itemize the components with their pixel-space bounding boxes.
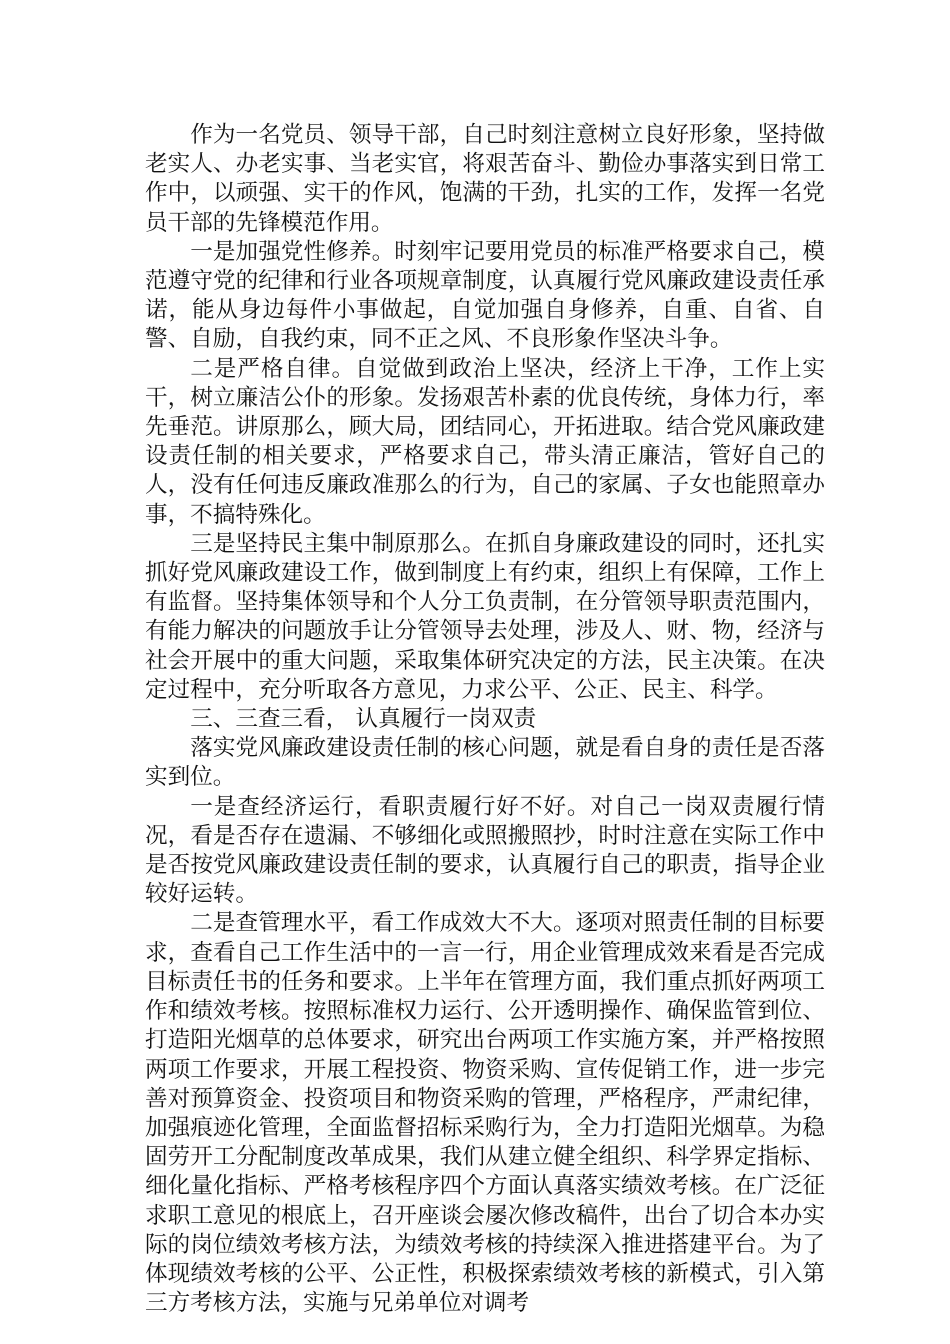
paragraph-economic-operation: 一是查经济运行，看职责履行好不好。对自己一岗双责履行情况，看是否存在遗漏、不够细化或照搬照抄，时时注意在实际工作中是否按党风廉政建设责任制的要求，认真履行自己的职责，指导企业较好运转。 <box>145 793 825 908</box>
paragraph-intro: 作为一名党员、领导干部，自己时刻注意树立良好形象，坚持做老实人、办老实事、当老实官，将艰苦奋斗、勤俭办事落实到日常工作中，以顽强、实干的作风，饱满的干劲，扎实的工作，发挥一名党员干部的先锋模范作用。 <box>145 122 825 236</box>
document-body <box>145 121 825 1318</box>
paragraph-party-spirit: 一是加强党性修养。时刻牢记要用党员的标准严格要求自己，模范遵守党的纪律和行业各项规章制度，认真履行党风廉政建设责任承诺，能从身边每件小事做起，自觉加强自身修养，自重、自省、自警、自励，自我约束，同不正之风、不良形象作坚决斗争。 <box>145 238 825 353</box>
paragraph-self-discipline: 二是严格自律。自觉做到政治上坚决，经济上干净，工作上实干，树立廉洁公仆的形象。发扬艰苦朴素的优良传统，身体力行，率先垂范。讲原那么，顾大局，团结同心，开拓进取。结合党风廉政建设责任制的相关要求，严格要求自己，带头清正廉洁，管好自己的人，没有任何违反廉政准那么的行为，自己的家属、子女也能照章办事，不搞特殊化。 <box>145 355 825 528</box>
paragraph-core-issue: 落实党风廉政建设责任制的核心问题，就是看自身的责任是否落实到位。 <box>145 735 825 791</box>
paragraph-management-level: 二是查管理水平，看工作成效大不大。逐项对照责任制的目标要求，查看自己工作生活中的一言一行，用企业管理成效来看是否完成目标责任书的任务和要求。上半年在管理方面，我们重点抓好两项工作和绩效考核。按照标准权力运行、公开透明操作、确保监管到位、打造阳光烟草的总体要求，研究出台两项工作实施方案，并严格按照两项工作要求，开展工程投资、物资采购、宣传促销工作，进一步完善对预算资金、投资项目和物资采购的管理，严格程序，严肃纪律，加强痕迹化管理，全面监督招标采购行为，全力打造阳光烟草。为稳固劳开工分配制度改革成果，我们从建立健全组织、科学界定指标、细化量化指标、严格考核程序四个方面认真落实绩效考核。在广泛征求职工意见的根底上，召开座谈会屡次修改稿件，出台了切合本办实际的岗位绩效考核方法，为绩效考核的持续深入推进搭建平台。为了体现绩效考核的公平、公正性，积极探索绩效考核的新模式，引入第三方考核方法，实施与兄弟单位对调考 <box>145 910 825 1317</box>
section-heading: 三、三查三看， 认真履行一岗双责 <box>190 706 537 733</box>
paragraph-democratic-centralism: 三是坚持民主集中制原那么。在抓自身廉政建设的同时，还扎实抓好党风廉政建设工作，做到制度上有约束，组织上有保障，工作上有监督。坚持集体领导和个人分工负责制，在分管领导职责范围内，有能力解决的问题放手让分管领导去处理，涉及人、财、物，经济与社会开展中的重大问题，采取集体研究决定的方法，民主决策。在决定过程中，充分听取各方意见，力求公平、公正、民主、科学。 <box>145 530 825 703</box>
